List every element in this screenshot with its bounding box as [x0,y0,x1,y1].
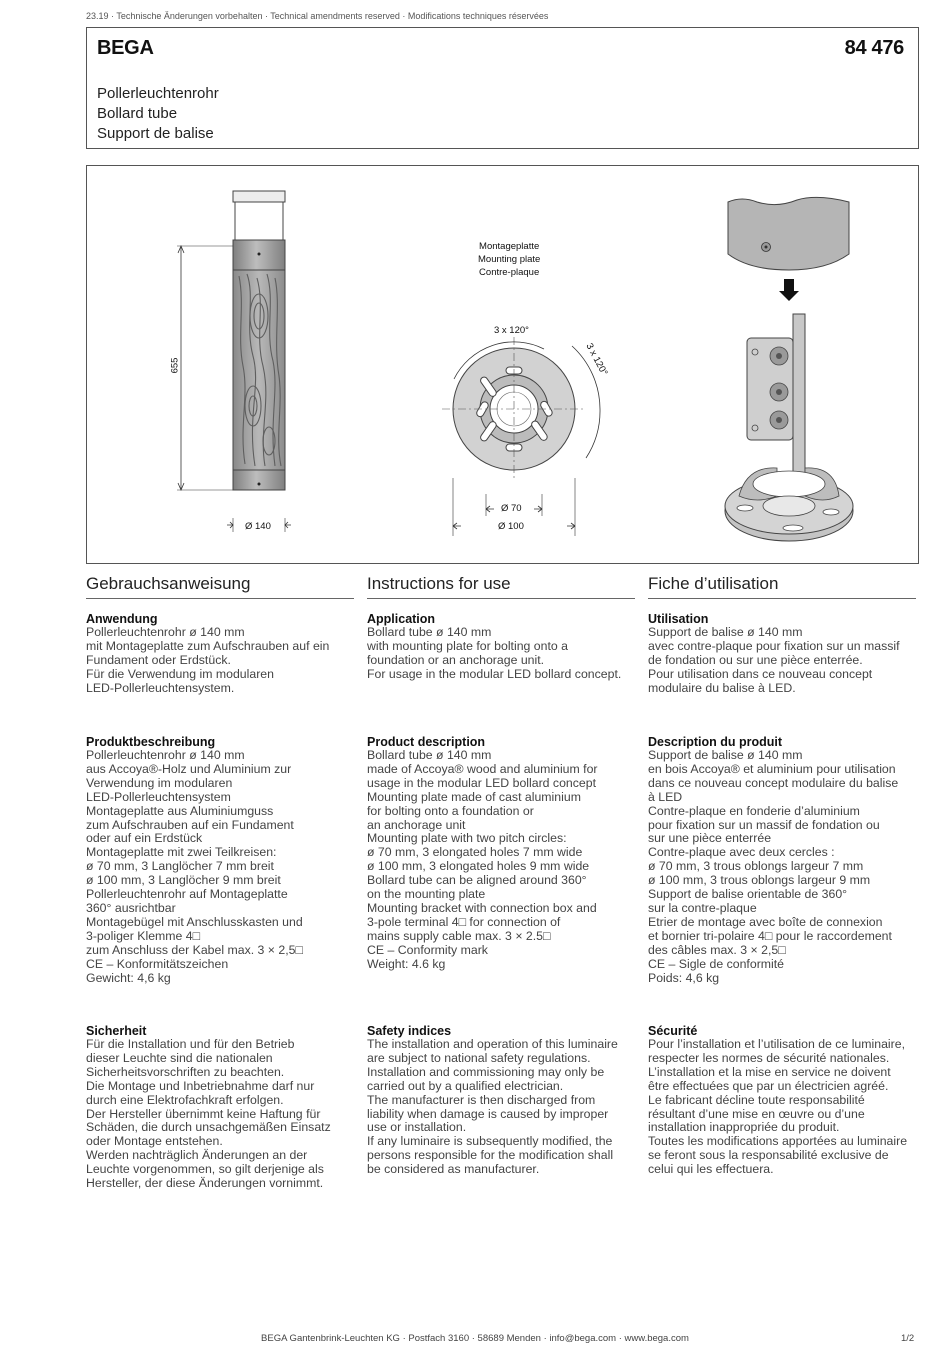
inner-circle-dimension: Ø 70 [501,503,522,514]
section-heading: Utilisation [648,612,709,626]
revision-note: 23.19 · Technische Änderungen vorbehalten · Technical amendments reserved · Modifications techniques réservées [86,11,549,21]
angle-dimension-1: 3 x 120° [494,325,529,336]
bollard-tube-view [177,191,291,532]
section-application: Application Bollard tube ø 140 mm with mounting plate for bolting onto a foundation or an anchorage unit. For usage in the modular LED bollard concept. [367,612,647,682]
technical-drawing [86,165,919,564]
height-dimension: 655 [169,357,181,374]
section-heading: Product description [367,735,486,749]
page-number: 1/2 [901,1333,915,1344]
product-name-de: Pollerleuchtenrohr [97,85,219,102]
product-names [97,84,219,144]
column-fr [648,574,916,1177]
section-product-description: Product description Bollard tube ø 140 mm made of Accoya® wood and aluminium for usage in the modular LED bollard concept Mounting plate made of cast aluminium for bolting onto a foundation or an anchorage unit Mounting plate with two pitch circles: ø 70 mm, 3 elongated holes 7 mm wide ø 100 mm, 3 elongated holes 9 mm wide Bollard tube can be aligned around 360° on the mounting plate Mounting bracket with connection box and 3-pole terminal 4□ for connection of mains supply cable max. 3 × 2.5□ CE – Conformity mark Weight: 4.6 kg [367,735,647,972]
outer-circle-dimension: Ø 100 [498,521,524,532]
section-produktbeschreibung: Produktbeschreibung Pollerleuchtenrohr ø 140 mm aus Accoya®-Holz und Aluminium zur Verwendung im modularen LED-Pollerleuchtensystem Montageplatte aus Aluminiumguss zum Aufschrauben auf ein Fundament oder auf ein Erdstück Montageplatte mit zwei Teilkreisen: ø 70 mm, 3 Langlöcher 7 mm breit ø 100 mm, 3 Langlöcher 9 mm breit Pollerleuchtenrohr auf Montageplatte 360° ausrichtbar Montagebügel mit Anschlusskasten und 3-poliger Klemme 4□ zum Anschluss der Kabel max. 3 × 2,5□ CE – Konformitätszeichen Gewicht: 4,6 kg [86,735,366,985]
section-anwendung: Anwendung Pollerleuchtenrohr ø 140 mm mit Montageplatte zum Aufschrauben auf ein Fundament oder Erdstück. Für die Verwendung im modularen LED-Pollerleuchtensystem. [86,612,366,696]
tube-diameter-dimension: Ø 140 [245,521,271,532]
section-description-du-produit: Description du produit Support de balise ø 140 mm en bois Accoya® et aluminium pour utilisation dans ce nouveau concept modulaire du balise à LED Contre-plaque en fonderie d’aluminium pour fixation sur un massif de fondation ou sur une pièce enterrée Contre-plaque avec deux cercles : ø 70 mm, 3 trous oblongs largeur 7 mm ø 100 mm, 3 trous oblongs largeur 9 mm Support de balise orientable de 360° sur la contre-plaque Etrier de montage avec boîte de connexion et bornier tri-polaire 4□ pour le raccordement des câbles max. 3 × 2,5□ CE – Sigle de conformité Poids: 4,6 kg [648,735,928,985]
section-sicherheit: Sicherheit Für die Installation und für den Betrieb dieser Leuchte sind die nationalen Sicherheitsvorschriften zu beachten. Die Montage und Inbetriebnahme darf nur durch eine Elektrofachkraft erfolgen. Der Hersteller übernimmt keine Haftung für Schäden, die durch unsachgemäßen Einsatz oder Montage entstehen. Werden nachträglich Änderungen an der Leuchte vorgenommen, so gilt derjenige als Hersteller, der diese Änderungen vornimmt. [86,1024,366,1191]
article-number: 84 476 [844,37,904,59]
section-heading: Safety indices [367,1024,452,1038]
section-heading: Description du produit [648,735,783,749]
section-heading: Sicherheit [86,1024,147,1038]
section-heading: Application [367,612,436,626]
header-box [86,27,919,149]
assembly-view [725,197,853,541]
footer-address: BEGA Gantenbrink-Leuchten KG · Postfach 3160 · 58689 Menden · info@bega.com · www.bega.com [261,1333,689,1344]
section-heading: Produktbeschreibung [86,735,216,749]
section-utilisation: Utilisation Support de balise ø 140 mm avec contre-plaque pour fixation sur un massif de fondation ou sur une pièce enterrée. Pour utilisation dans ce nouveau concept modulaire du balise à LED. [648,612,928,696]
column-title-de: Gebrauchsanweisung [86,574,354,599]
column-title-en: Instructions for use [367,574,635,599]
brand-name: BEGA [97,37,154,59]
section-heading: Sécurité [648,1024,698,1038]
angle-dimension-2: 3 x 120° [583,341,610,378]
product-name-fr: Support de balise [97,125,214,142]
section-heading: Anwendung [86,612,158,626]
section-securite: Sécurité Pour l’installation et l’utilisation de ce luminaire, respecter les normes de sécurité nationales. L’installation et la mise en service ne doivent être effectuées que par un électricien agréé. Le fabricant décline toute responsabilité résultant d’une mise en œuvre ou d’une installation inappropriée du produit. Toutes les modifications apportées au luminaire se feront sous la responsabilité exclusive de celui qui les effectuera. [648,1024,928,1177]
product-name-en: Bollard tube [97,105,178,122]
column-en [367,574,635,1177]
mounting-plate-caption: Montageplatte Mounting plate Contre-plaque [478,241,541,278]
column-title-fr: Fiche d’utilisation [648,574,916,599]
column-de [86,574,354,1191]
section-safety-indices: Safety indices The installation and operation of this luminaire are subject to national safety regulations. Installation and commissioning may only be carried out by a qualified electrician. The manufacturer is then discharged from liability when damage is caused by improper use or installation. If any luminaire is subsequently modified, the persons responsible for the modification shall be considered as manufacturer. [367,1024,647,1177]
